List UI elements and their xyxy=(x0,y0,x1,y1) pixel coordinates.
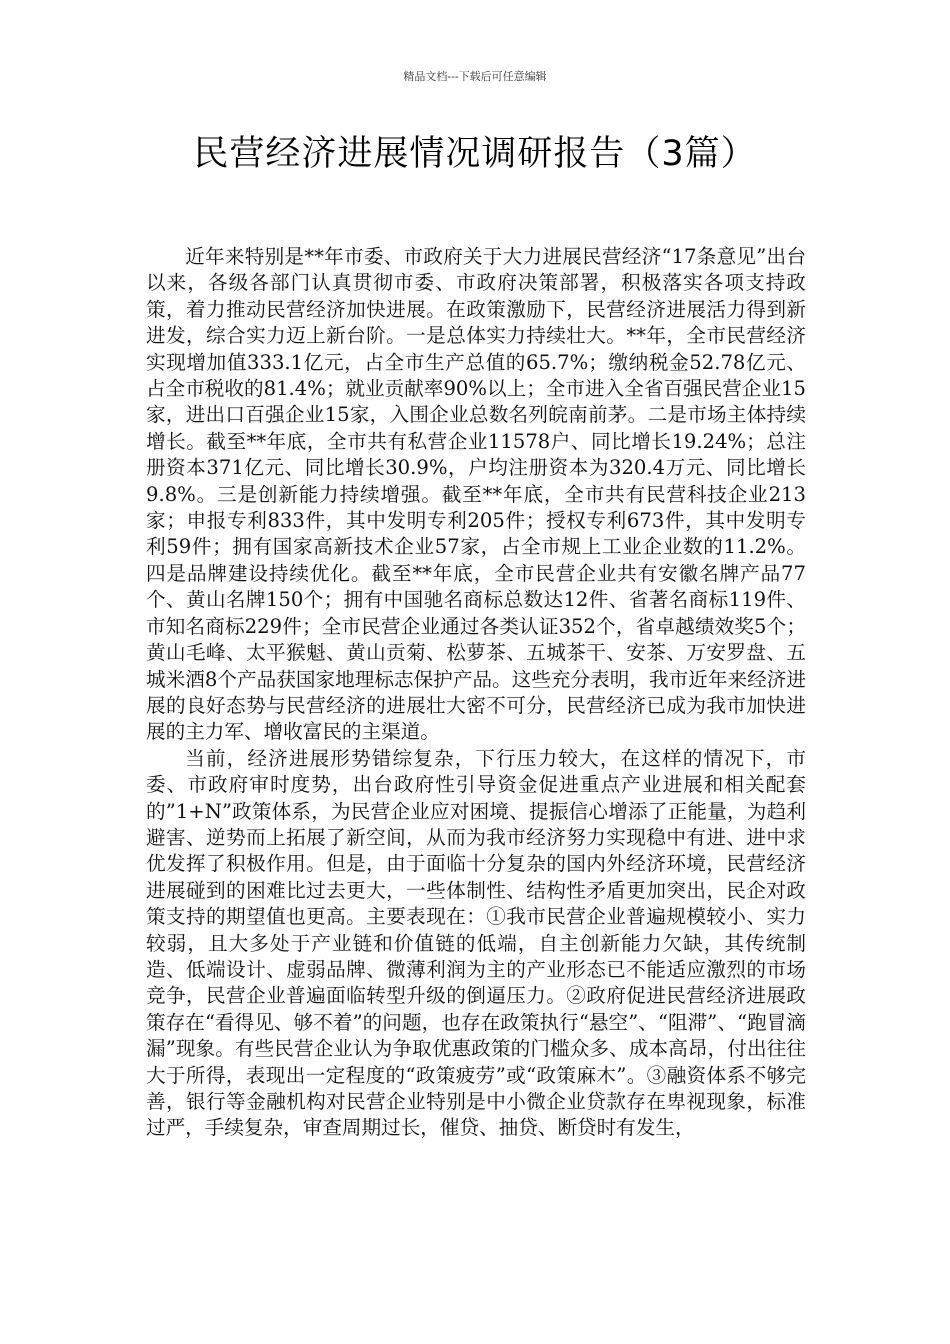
page-header: 精品文档---下载后可任意编辑 xyxy=(403,70,547,83)
paragraph: 近年来特别是**年市委、市政府关于大力进展民营经济“17条意见”出台以来，各级各部门认真贯彻市委、市政府决策部署，积极落实各项支持政策，着力推动民营经济加快进展。在政策激励下，民营经济进展活力得到新进发，综合实力迈上新台阶。一是总体实力持续壮大。**年，全市民营经济实现增加值333.1亿元，占全市生产总值的65.7%；缴纳税金52.78亿元、占全市税收的81.4%；就业贡献率90%以上；全市进入全省百强民营企业15家，进出口百强企业15家，入围企业总数名列皖南前茅。二是市场主体持续增长。截至**年底，全市共有私营企业11578户、同比增长19.24%；总注册资本371亿元、同比增长30.9%，户均注册资本为320.4万元、同比增长9.8%。三是创新能力持续增强。截至**年底，全市共有民营科技企业213家；申报专利833件，其中发明专利205件；授权专利673件，其中发明专利59件；拥有国家高新技术企业57家，占全市规上工业企业数的11.2%。四是品牌建设持续优化。截至**年底，全市民营企业共有安徽名牌产品77个、黄山名牌150个；拥有中国驰名商标总数达12件、省著名商标119件、市知名商标229件；全市民营企业通过各类认证352个，省卓越绩效奖5个；黄山毛峰、太平猴魁、黄山贡菊、松萝茶、五城茶干、安茶、万安罗盘、五城米酒8个产品获国家地理标志保护产品。这些充分表明，我市近年来经济进展的良好态势与民营经济的进展壮大密不可分，民营经济已成为我市加快进展的主力军、增收富民的主渠道。 xyxy=(146,245,806,744)
paragraph: 当前，经济进展形势错综复杂，下行压力较大，在这样的情况下，市委、市政府审时度势，出台政府性引导资金促进重点产业进展和相关配套的”1+N”政策体系，为民营企业应对困境、提振信心增添了正能量，为趋利避害、逆势而上拓展了新空间，从而为我市经济努力实现稳中有进、进中求优发挥了积极作用。但是，由于面临十分复杂的国内外经济环境，民营经济进展碰到的困难比过去更大，一些体制性、结构性矛盾更加突出，民企对政策支持的期望值也更高。主要表现在：①我市民营企业普遍规模较小、实力较弱，且大多处于产业链和价值链的低端，自主创新能力欠缺，其传统制造、低端设计、虚弱品牌、微薄利润为主的产业形态已不能适应激烈的市场竞争，民营企业普遍面临转型升级的倒逼压力。②政府促进民营经济进展政策存在“看得见、够不着”的问题，也存在政策执行“悬空”、“阻滞”、“跑冒滴漏”现象。有些民营企业认为争取优惠政策的门槛众多、成本高昂，付出往往大于所得，表现出一定程度的“政策疲劳”或“政策麻木”。③融资体系不够完善，银行等金融机构对民营企业特别是中小微企业贷款存在卑视现象，标准过严，手续复杂，审查周期过长，催贷、抽贷、断贷时有发生， xyxy=(146,746,806,1140)
document-body xyxy=(146,244,806,1142)
document-title: 民营经济进展情况调研报告（3篇） xyxy=(193,134,757,174)
